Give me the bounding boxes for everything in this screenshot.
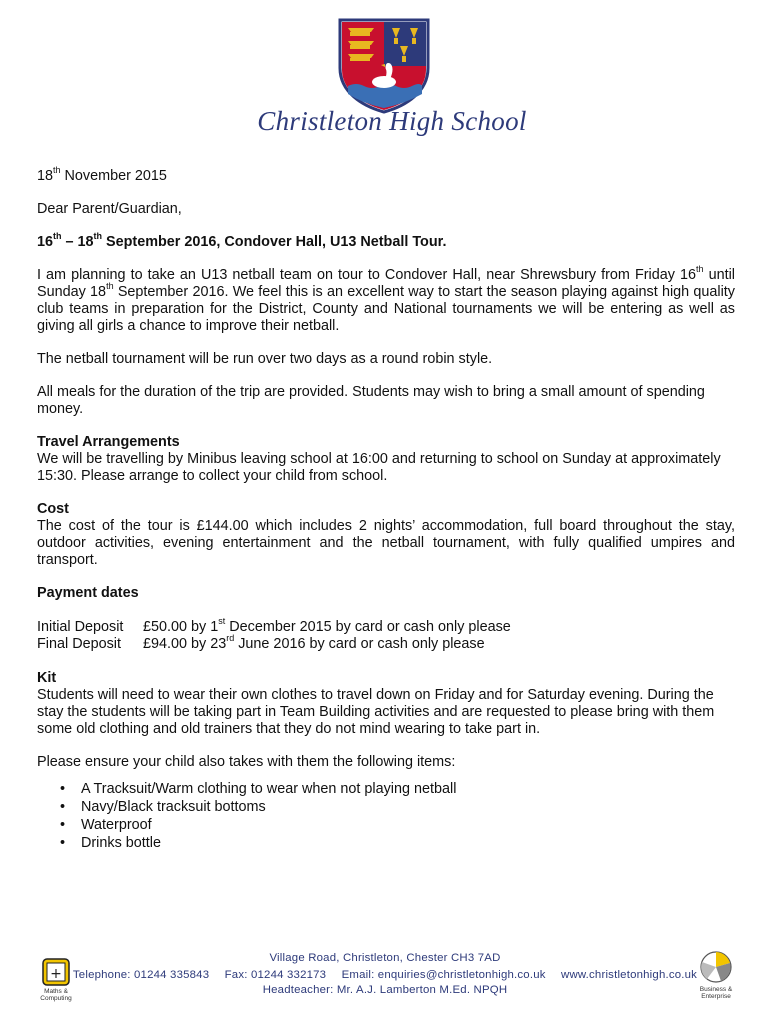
school-crest-icon xyxy=(334,16,434,114)
svg-text:+: + xyxy=(50,966,62,982)
footer-telephone: Telephone: 01244 335843 xyxy=(72,969,210,981)
bullet-icon: • xyxy=(60,799,66,815)
footer-headteacher: Headteacher: Mr. A.J. Lamberton M.Ed. NPQH xyxy=(262,984,508,996)
letter-subject: 16th – 18th September 2016, Condover Hall, U13 Netball Tour. xyxy=(37,231,447,250)
kit-section xyxy=(37,670,735,738)
bullet-icon: • xyxy=(60,835,66,851)
footer-address: Village Road, Christleton, Chester CH3 7AD xyxy=(269,952,501,964)
kit-text: Students will need to wear their own clothes to travel down on Friday and for Saturday evening. During the stay the students will be taking part in Team Building activities and are requested to please bring with them some old clothing and old trainers that they do not mind wearing to take part in. xyxy=(37,687,715,737)
payment-label: Final Deposit xyxy=(37,636,121,652)
cost-heading: Cost xyxy=(37,501,69,517)
payment-row xyxy=(37,616,735,636)
cost-text: The cost of the tour is £144.00 which includes 2 nights’ accommodation, full board throughout the stay, outdoor activities, evening entertainment and the netball tournament, with fully qualified umpires and transport. xyxy=(37,518,735,568)
list-item: • Drinks bottle xyxy=(60,835,161,851)
payment-detail: £50.00 by 1st December 2015 by card or cash only please xyxy=(143,616,511,635)
letter-date: 18th November 2015 xyxy=(37,165,167,184)
right-logo-caption: Business & Enterprise xyxy=(699,986,733,1000)
list-item: • Navy/Black tracksuit bottoms xyxy=(60,799,266,815)
cost-section xyxy=(37,501,735,569)
kit-heading: Kit xyxy=(37,670,57,686)
payment-row xyxy=(37,633,735,653)
intro-paragraph: I am planning to take an U13 netball team on tour to Condover Hall, near Shrewsbury from Friday 16th until Sunday 18th September 2016. We feel this is an excellent way to start the season playing against high quality club teams in preparation for the District, County and National tournaments we will be entering as well as giving all girls a chance to improve their netball. xyxy=(37,264,736,334)
business-enterprise-logo-icon xyxy=(696,950,736,1000)
payment-heading: Payment dates xyxy=(37,585,139,601)
footer-email[interactable]: Email: enquiries@christletonhigh.co.uk xyxy=(341,969,546,981)
school-name: Christleton High School xyxy=(257,106,527,136)
payment-table xyxy=(37,616,735,653)
list-item: • Waterproof xyxy=(60,817,152,833)
tournament-paragraph: The netball tournament will be run over two days as a round robin style. xyxy=(37,351,493,367)
travel-section xyxy=(37,434,735,485)
items-list xyxy=(37,781,735,853)
payment-detail: £94.00 by 23rd June 2016 by card or cash only please xyxy=(143,633,485,652)
left-logo-caption: Maths & Computing xyxy=(40,988,72,1002)
bullet-icon: • xyxy=(60,781,66,797)
travel-text: We will be travelling by Minibus leaving school at 16:00 and returning to school on Sunday at approximately 15:30. Please arrange to collect your child from school. xyxy=(37,451,721,484)
items-intro: Please ensure your child also takes with them the following items: xyxy=(37,754,456,770)
travel-heading: Travel Arrangements xyxy=(37,434,180,450)
payment-label: Initial Deposit xyxy=(37,619,124,635)
footer-contact xyxy=(0,969,770,981)
footer-website[interactable]: www.christletonhigh.co.uk xyxy=(561,969,698,981)
letter-footer xyxy=(0,944,770,1004)
salutation: Dear Parent/Guardian, xyxy=(37,201,182,217)
meals-paragraph: All meals for the duration of the trip are provided. Students may wish to bring a small amount of spending money. xyxy=(37,384,705,417)
list-item: • A Tracksuit/Warm clothing to wear when not playing netball xyxy=(60,781,457,797)
letter-body xyxy=(37,165,736,853)
bullet-icon: • xyxy=(60,817,66,833)
footer-fax: Fax: 01244 332173 xyxy=(224,969,327,981)
